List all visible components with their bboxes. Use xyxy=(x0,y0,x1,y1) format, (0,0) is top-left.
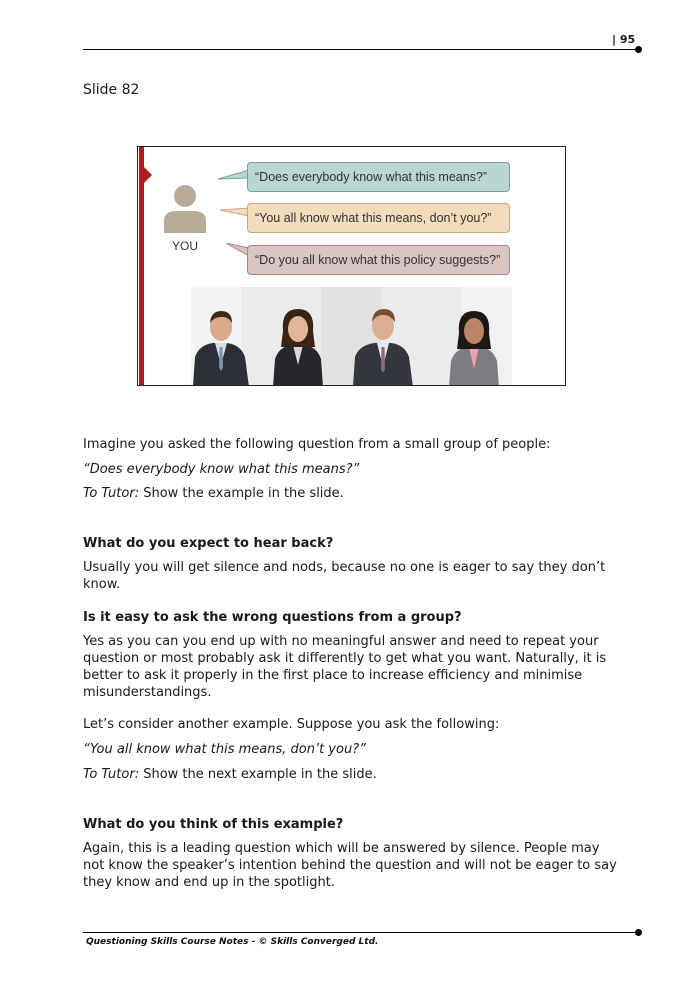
slide-heading: Slide 82 xyxy=(83,82,140,98)
footer-text: Questioning Skills Course Notes - © Skills Converged Ltd. xyxy=(86,937,379,947)
business-people-photo xyxy=(191,287,512,386)
paragraph-leading-question: Again, this is a leading question which will be answered by silence. People may not know the speaker’s intention behind the question and will not be eager to say they know and end up in the spotlight. xyxy=(83,841,617,890)
example-quote-2: “You all know what this means, don’t you?” xyxy=(83,742,366,757)
speech-bubble-3: “Do you all know what this policy suggests?” xyxy=(247,245,510,275)
heading-wrong-questions: Is it easy to ask the wrong questions from a group? xyxy=(83,610,462,625)
tutor-note-1 xyxy=(83,485,623,502)
tutor-note-2 xyxy=(83,766,623,783)
speech-bubble-2: “You all know what this means, don’t you?” xyxy=(247,203,510,233)
bubble-2-tail xyxy=(220,207,250,217)
footer-rule-dot xyxy=(635,929,642,936)
tutor-note-label: To Tutor: xyxy=(83,486,140,501)
footer-rule xyxy=(83,932,638,933)
tutor-note-label: To Tutor: xyxy=(83,767,140,782)
person-icon xyxy=(162,183,208,233)
bubble-1-tail xyxy=(218,169,250,181)
heading-think-example: What do you think of this example? xyxy=(83,817,344,832)
header-rule-dot xyxy=(635,46,642,53)
paragraph-wrong-questions: Yes as you can you end up with no meaningful answer and need to repeat your question or most probably ask it differently to get what you want. Naturally, it is better to ask it properly in the first place to increase efficiency and minimise misunderstandings. xyxy=(83,634,607,700)
page-number: | 95 xyxy=(612,33,636,46)
paragraph-another-example: Let’s consider another example. Suppose you ask the following: xyxy=(83,717,500,732)
tutor-note-text: Show the example in the slide. xyxy=(139,486,344,501)
speech-bubble-1: “Does everybody know what this means?” xyxy=(247,162,510,192)
paragraph-silence: Usually you will get silence and nods, because no one is eager to say they don’t know. xyxy=(83,560,606,592)
you-label: YOU xyxy=(171,239,198,253)
heading-expect: What do you expect to hear back? xyxy=(83,536,334,551)
tutor-note-text: Show the next example in the slide. xyxy=(139,767,377,782)
slide-image xyxy=(137,146,566,386)
example-quote-1: “Does everybody know what this means?” xyxy=(83,462,360,477)
intro-paragraph: Imagine you asked the following question from a small group of people: xyxy=(83,437,551,452)
slide-arrow-marker xyxy=(144,167,152,183)
header-rule xyxy=(83,49,638,50)
